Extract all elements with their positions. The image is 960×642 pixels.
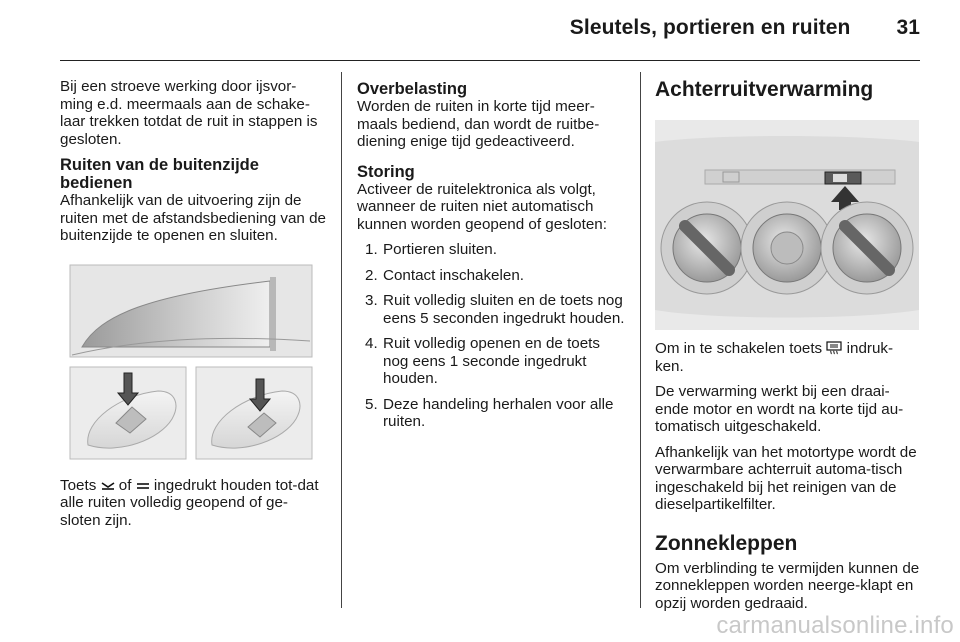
sun-visor-heading: Zonnekleppen: [655, 531, 798, 555]
column-divider: [640, 72, 641, 608]
column-left: [60, 78, 326, 537]
heater-info-1: De verwarming werkt bij een draai-ende motor en wordt na korte tijd au-tomatisch uitgeschakeld.: [655, 383, 904, 435]
fault-heading: Storing: [357, 162, 415, 181]
heater-control-panel-illustration: [655, 120, 919, 330]
unlock-button-icon: [136, 480, 150, 492]
steps-list: [357, 241, 625, 431]
key-caption: Toets of ingedrukt houden tot-dat alle ruiten volledig geopend of ge-sloten zijn.: [60, 476, 319, 529]
overload-body: Worden de ruiten in korte tijd meer-maals bediend, dan wordt de ruitbe-diening enige tijd gedeactiveerd.: [357, 98, 600, 150]
column-middle: [357, 80, 625, 439]
sun-visor-body: Om verblinding te vermijden kunnen de zonnekleppen worden neerge-klapt en opzij worden gedraaid.: [655, 559, 920, 612]
list-item: 4. Ruit volledig openen en de toets nog eens 1 seconde ingedrukt houden.: [365, 335, 601, 387]
rear-heater-heading: Achterruitverwarming: [655, 78, 874, 101]
watermark: carmanualsonline.info: [716, 612, 954, 639]
list-item: 2. Contact inschakelen.: [365, 266, 524, 284]
list-item: 5. Deze handeling herhalen voor alle ruiten.: [365, 395, 614, 430]
fault-body: Activeer de ruitelektronica als volgt, wanneer de ruiten niet automatisch kunnen worden geopend of gesloten:: [357, 180, 607, 233]
remote-key-illustration: [60, 255, 322, 465]
list-item: 1. Portieren sluiten.: [365, 241, 497, 258]
page-number: 31: [896, 16, 920, 39]
lock-button-icon: [101, 480, 115, 492]
page-header: [570, 16, 920, 40]
rear-window-heater-icon: [826, 341, 842, 355]
header-title: Sleutels, portieren en ruiten: [569, 16, 851, 39]
column-divider: [341, 72, 342, 608]
exterior-body: Afhankelijk van de uitvoering zijn de ruiten met de afstandsbediening van de buitenzijde te openen en sluiten.: [60, 192, 326, 244]
column-right: [655, 78, 921, 620]
header-rule: [60, 60, 920, 61]
intro-text: Bij een stroeve werking door ijsvor-ming e.d. meermaals aan de schake-laar trekken totdat de ruit in stappen is gesloten.: [60, 78, 318, 148]
heater-info-2: Afhankelijk van het motortype wordt de verwarmbare achterruit automa-tisch ingeschakeld bij het reinigen van de dieselpartikelfilter.: [655, 443, 917, 513]
overload-heading: Overbelasting: [357, 80, 468, 98]
switch-instruction: Om in te schakelen toets indruk-ken.: [655, 340, 894, 375]
section-heading-exterior: Ruiten van de buitenzijde bedienen: [60, 156, 259, 192]
list-item: 3. Ruit volledig sluiten en de toets nog eens 5 seconden ingedrukt houden.: [365, 292, 625, 327]
